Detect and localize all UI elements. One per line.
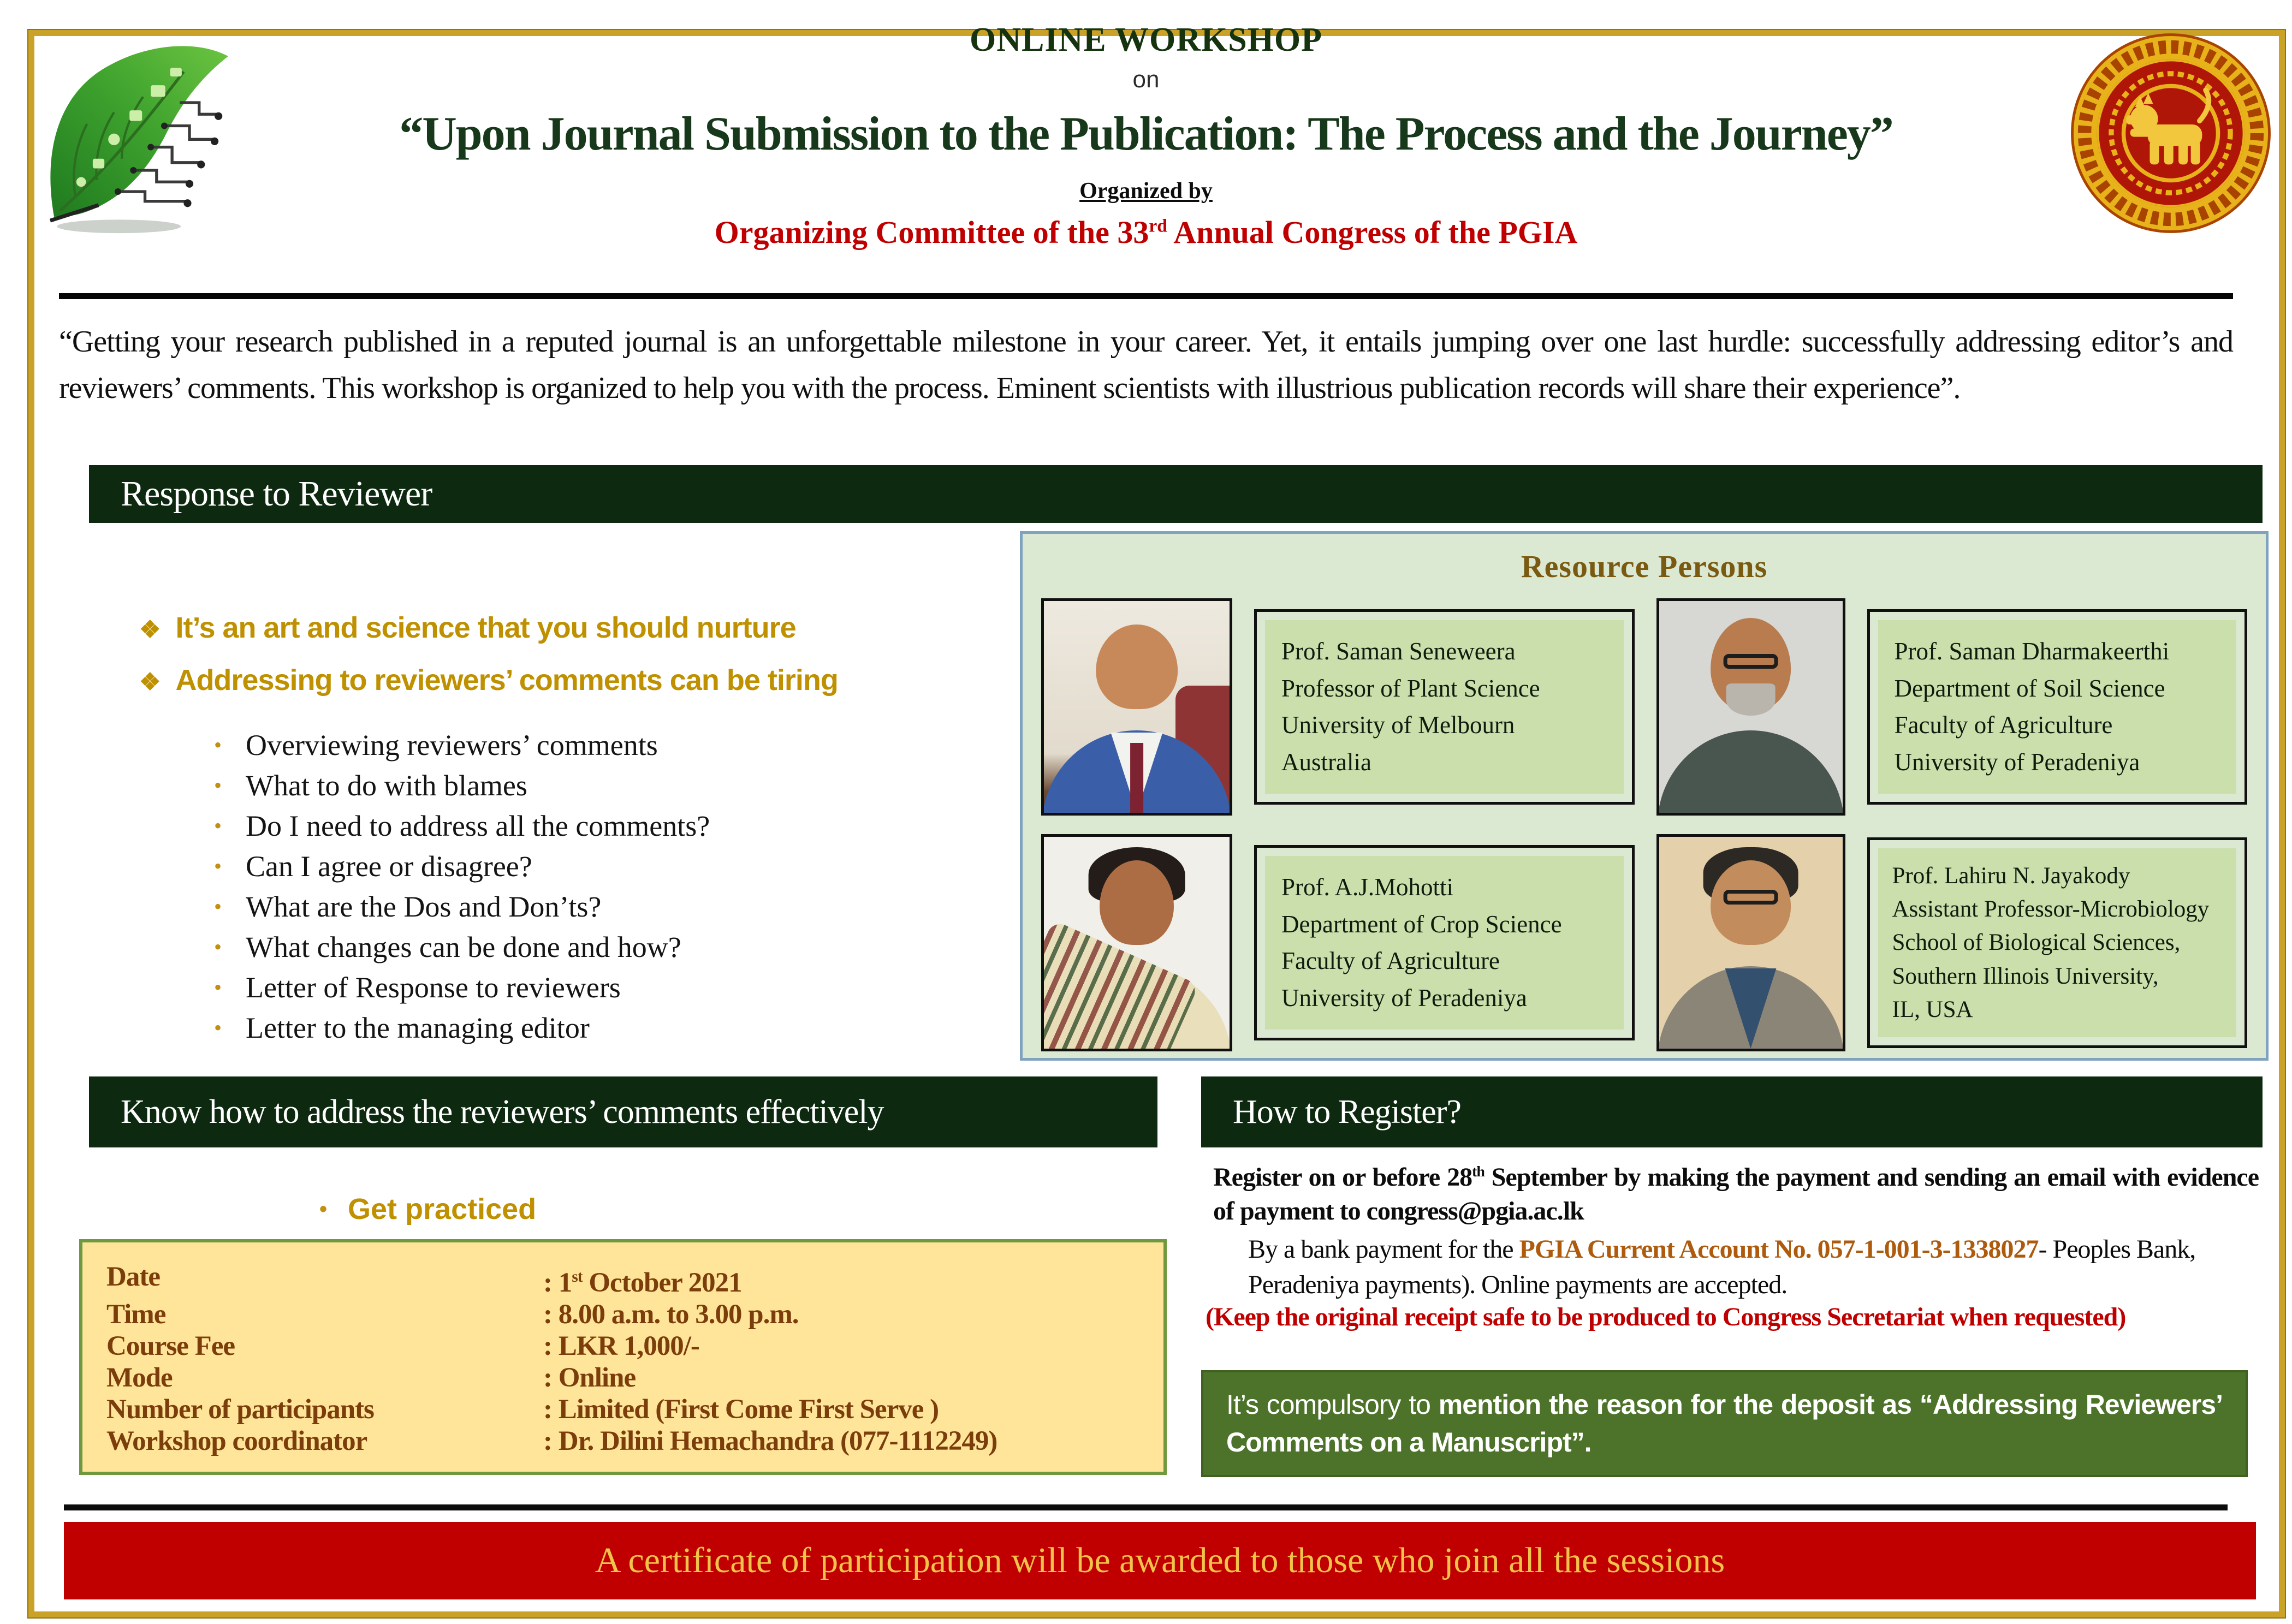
diamond-bullet-icon: ❖ (139, 616, 161, 643)
beard-shape (1726, 683, 1776, 715)
detail-label: Number of participants (106, 1394, 374, 1425)
person-role: Department of Soil Science (1894, 674, 2165, 702)
detail-row-fee (106, 1330, 1139, 1362)
detail-label: Mode (106, 1363, 173, 1393)
detail-row-participants (106, 1394, 1139, 1425)
header (257, 21, 2035, 251)
dot-bullet-icon: • (214, 1015, 222, 1040)
register-email-text: September by making the payment and sending an email with evidence of payment to congress@pgia.ac.lk (1213, 1163, 2259, 1226)
topic-text: What are the Dos and Don’ts? (246, 890, 602, 923)
photo-prof-saman-dharmakeerthi (1656, 598, 1845, 816)
workshop-details-box (79, 1239, 1167, 1475)
list-item (214, 931, 1044, 963)
deposit-reason-box (1201, 1370, 2248, 1477)
person-affiliation: University of Peradeniya (1894, 748, 2140, 776)
university-crest-icon (2068, 31, 2273, 236)
person-card (1867, 609, 2248, 805)
leaf-circuit-icon (34, 35, 252, 238)
highlight-text: It’s an art and science that you should nurture (175, 611, 796, 644)
certificate-banner (64, 1522, 2256, 1599)
detail-label: Workshop coordinator (106, 1426, 367, 1456)
university-crest-logo (2068, 19, 2273, 257)
detail-value: : 1st October 2021 (543, 1268, 742, 1298)
dot-bullet-icon: • (319, 1197, 328, 1221)
dot-bullet-icon: • (214, 975, 222, 1000)
register-instructions: Register on or before 28th September by making the payment and sending an email with evidence of payment to congress@pgia.ac.lk (1213, 1163, 2259, 1226)
person-card (1254, 609, 1635, 805)
person-name: Prof. Lahiru N. Jayakody (1892, 863, 2130, 889)
glasses-shape (1723, 654, 1778, 669)
glasses-shape (1723, 890, 1778, 905)
photo-prof-aj-mohotti (1041, 834, 1232, 1051)
deposit-reason-text: It’s compulsory to mention the reason for the deposit as “Addressing Reviewers’ Comments on a Manuscript”. (1226, 1389, 2223, 1458)
dot-bullet-icon: • (214, 935, 222, 959)
person-country: Australia (1281, 748, 1371, 776)
banner-label: How to Register? (1233, 1093, 1461, 1131)
list-item (214, 810, 1044, 842)
person-school: School of Biological Sciences, (1892, 930, 2181, 956)
photo-prof-saman-seneweera (1041, 598, 1232, 816)
person-role: Professor of Plant Science (1281, 674, 1540, 702)
person-country: IL, USA (1892, 996, 1973, 1022)
highlight-text: Addressing to reviewers’ comments can be tiring (175, 664, 838, 697)
list-item (214, 1012, 1044, 1044)
dot-bullet-icon: • (214, 854, 222, 878)
detail-value: : LKR 1,000/- (543, 1331, 699, 1361)
dot-bullet-icon: • (214, 894, 222, 919)
topic-text: What to do with blames (246, 769, 527, 802)
person-affiliation: University of Melbourn (1281, 711, 1515, 739)
detail-value: : Dr. Dilini Hemachandra (077-1112249) (543, 1426, 997, 1456)
committee-text: Organizing Committee of the 33 (714, 215, 1149, 250)
person-name: Prof. Saman Seneweera (1281, 638, 1516, 665)
dot-bullet-icon: • (214, 813, 222, 838)
person-affiliation: Southern Illinois University, (1892, 963, 2159, 989)
list-item (214, 729, 1044, 762)
workshop-type-label: ONLINE WORKSHOP (969, 21, 1323, 58)
person-name: Prof. A.J.Mohotti (1281, 873, 1454, 901)
person-card (1867, 837, 2248, 1048)
on-label: on (1132, 66, 1160, 93)
banner-label: Know how to address the reviewers’ comments effectively (121, 1093, 884, 1131)
list-item (214, 850, 1044, 883)
detail-label: Course Fee (106, 1331, 235, 1361)
header-divider (59, 293, 2233, 299)
leaf-circuit-logo (34, 35, 252, 238)
highlight-item (139, 664, 1002, 699)
diamond-bullet-icon: ❖ (139, 669, 161, 695)
response-highlights (139, 611, 1002, 716)
account-number: PGIA Current Account No. 057-1-001-3-1338027 (1519, 1235, 2039, 1264)
banner-label: Response to Reviewer (121, 474, 432, 514)
person-head-shape (1096, 624, 1178, 709)
dot-bullet-icon: • (214, 773, 222, 798)
person-affiliation: University of Peradeniya (1281, 984, 1527, 1012)
person-faculty: Faculty of Agriculture (1281, 947, 1500, 974)
bank-payment-note: By a bank payment for the PGIA Current Account No. 057-1-001-3-1338027- Peoples Bank, Peradeniya payments). Online payments are accepted. (1248, 1235, 2196, 1300)
workshop-title: “Upon Journal Submission to the Publication: The Process and the Journey” (399, 108, 1893, 160)
photo-prof-lahiru-jayakody (1656, 834, 1845, 1051)
detail-row-coordinator (106, 1425, 1139, 1457)
resource-persons-grid (1041, 598, 2247, 1046)
person-tie-shape (1130, 743, 1143, 813)
topic-text: Letter to the managing editor (246, 1012, 590, 1044)
person-shirt-shape (1657, 730, 1844, 816)
topic-text: Letter of Response to reviewers (246, 971, 621, 1004)
detail-label: Date (106, 1262, 160, 1292)
detail-value: : 8.00 a.m. to 3.00 p.m. (543, 1299, 799, 1330)
person-role: Assistant Professor-Microbiology (1892, 896, 2210, 923)
detail-label: Time (106, 1299, 166, 1330)
list-item (214, 971, 1044, 1004)
footer-divider (64, 1504, 2228, 1510)
get-practiced-bullet (319, 1193, 536, 1226)
person-faculty: Faculty of Agriculture (1894, 711, 2113, 739)
person-name: Prof. Saman Dharmakeerthi (1894, 638, 2170, 665)
section-banner-knowhow (89, 1076, 1157, 1147)
receipt-warning: (Keep the original receipt safe to be produced to Congress Secretariat when requested) (1206, 1302, 2126, 1331)
person-role: Department of Crop Science (1281, 910, 1562, 938)
response-topics (214, 729, 1044, 1052)
detail-value: : Online (543, 1363, 636, 1393)
detail-value: : Limited (First Come First Serve ) (543, 1394, 939, 1425)
committee-ordinal: rd (1149, 216, 1167, 236)
list-item (214, 769, 1044, 802)
detail-row-time (106, 1299, 1139, 1330)
topic-text: What changes can be done and how? (246, 931, 681, 963)
detail-row-mode (106, 1362, 1139, 1394)
highlight-item (139, 611, 1002, 646)
section-banner-response (89, 465, 2263, 523)
section-banner-register (1201, 1076, 2263, 1147)
list-item (214, 890, 1044, 923)
person-card (1254, 845, 1635, 1040)
organized-by-label: Organized by (1079, 179, 1213, 204)
certificate-text: A certificate of participation will be awarded to those who join all the sessions (595, 1540, 1725, 1580)
committee-text-suffix: Annual Congress of the PGIA (1167, 215, 1578, 250)
organizing-committee (257, 214, 2035, 251)
resource-persons-panel (1020, 531, 2269, 1061)
topic-text: Do I need to address all the comments? (246, 810, 710, 842)
get-practiced-text: Get practiced (348, 1193, 537, 1226)
topic-text: Overviewing reviewers’ comments (246, 729, 658, 762)
dot-bullet-icon: • (214, 733, 222, 757)
topic-text: Can I agree or disagree? (246, 850, 532, 883)
intro-paragraph: “Getting your research published in a reputed journal is an unforgettable milestone in your career. Yet, it entails jumping over one last hurdle: successfully addressing editor’s and reviewers’ comments. This workshop is organized to help you with the process. Eminent scientists with illustrious publication records will share their experience”. (59, 325, 2233, 406)
resource-persons-title: Resource Persons (1521, 549, 1768, 584)
detail-row-date (106, 1261, 1139, 1299)
